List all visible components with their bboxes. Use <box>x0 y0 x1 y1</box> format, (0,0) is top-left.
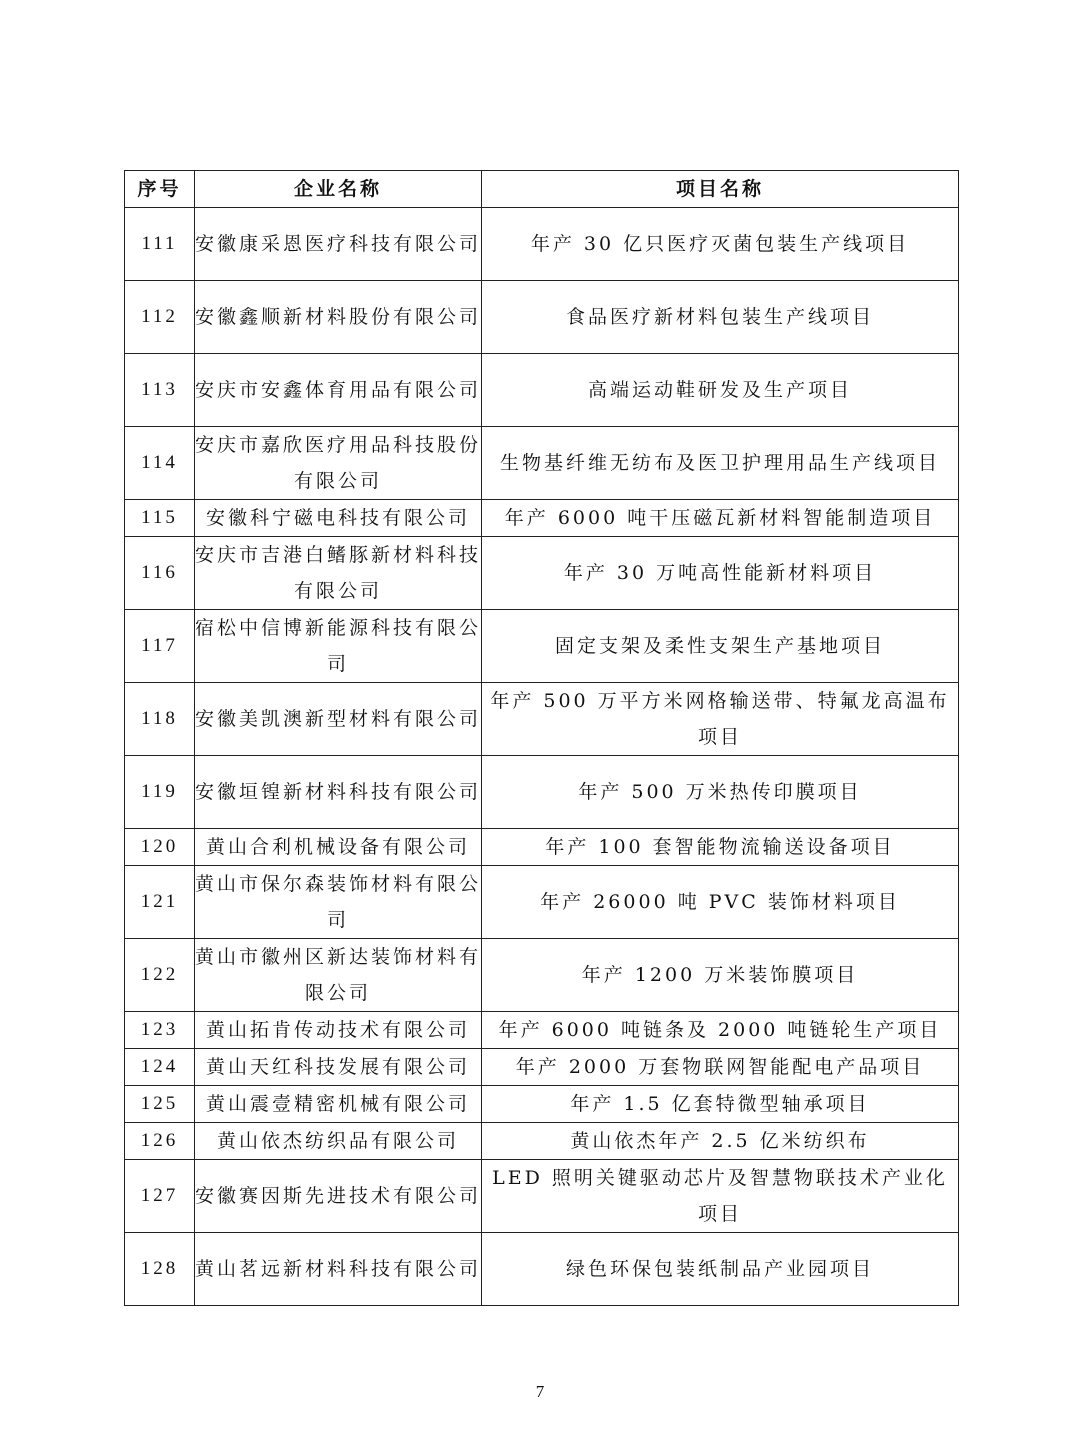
row-company: 安庆市嘉欣医疗用品科技股份有限公司 <box>195 427 482 500</box>
row-company: 安徽赛因斯先进技术有限公司 <box>195 1160 482 1233</box>
table-row <box>125 208 959 281</box>
row-company: 安庆市吉港白鳍豚新材料科技有限公司 <box>195 537 482 610</box>
row-company: 黄山依杰纺织品有限公司 <box>195 1123 482 1160</box>
row-project: 年产 1200 万米装饰膜项目 <box>482 939 959 1012</box>
table-row <box>125 866 959 939</box>
row-company: 安徽鑫顺新材料股份有限公司 <box>195 281 482 354</box>
row-project: 年产 100 套智能物流输送设备项目 <box>482 829 959 866</box>
row-project: 年产 1.5 亿套特微型轴承项目 <box>482 1086 959 1123</box>
table-row <box>125 427 959 500</box>
row-project: 年产 500 万平方米网格输送带、特氟龙高温布项目 <box>482 683 959 756</box>
table-row <box>125 939 959 1012</box>
row-company: 安徽康采恩医疗科技有限公司 <box>195 208 482 281</box>
table-row <box>125 1049 959 1086</box>
row-serial: 122 <box>125 939 195 1012</box>
table-row <box>125 1012 959 1049</box>
row-serial: 123 <box>125 1012 195 1049</box>
row-project: 年产 500 万米热传印膜项目 <box>482 756 959 829</box>
row-project: 高端运动鞋研发及生产项目 <box>482 354 959 427</box>
row-serial: 116 <box>125 537 195 610</box>
table-row <box>125 281 959 354</box>
row-project: 年产 30 亿只医疗灭菌包装生产线项目 <box>482 208 959 281</box>
row-project: 年产 26000 吨 PVC 装饰材料项目 <box>482 866 959 939</box>
row-project: 年产 6000 吨干压磁瓦新材料智能制造项目 <box>482 500 959 537</box>
row-company: 安庆市安鑫体育用品有限公司 <box>195 354 482 427</box>
row-project: 生物基纤维无纺布及医卫护理用品生产线项目 <box>482 427 959 500</box>
row-company: 黄山市徽州区新达装饰材料有限公司 <box>195 939 482 1012</box>
row-company: 黄山合利机械设备有限公司 <box>195 829 482 866</box>
row-project: 黄山依杰年产 2.5 亿米纺织布 <box>482 1123 959 1160</box>
row-serial: 118 <box>125 683 195 756</box>
row-serial: 125 <box>125 1086 195 1123</box>
row-serial: 126 <box>125 1123 195 1160</box>
table-row <box>125 500 959 537</box>
table-row <box>125 354 959 427</box>
row-project: 绿色环保包装纸制品产业园项目 <box>482 1233 959 1306</box>
row-project: 年产 30 万吨高性能新材料项目 <box>482 537 959 610</box>
row-project: 固定支架及柔性支架生产基地项目 <box>482 610 959 683</box>
row-company: 黄山市保尔森装饰材料有限公司 <box>195 866 482 939</box>
row-project: LED 照明关键驱动芯片及智慧物联技术产业化项目 <box>482 1160 959 1233</box>
table-row <box>125 683 959 756</box>
header-project: 项目名称 <box>482 171 959 208</box>
page-number: 7 <box>535 1382 545 1401</box>
row-project: 年产 6000 吨链条及 2000 吨链轮生产项目 <box>482 1012 959 1049</box>
row-serial: 121 <box>125 866 195 939</box>
row-serial: 111 <box>125 208 195 281</box>
row-serial: 124 <box>125 1049 195 1086</box>
row-company: 安徽美凯澳新型材料有限公司 <box>195 683 482 756</box>
row-serial: 113 <box>125 354 195 427</box>
row-company: 黄山茗远新材料科技有限公司 <box>195 1233 482 1306</box>
row-serial: 114 <box>125 427 195 500</box>
row-serial: 128 <box>125 1233 195 1306</box>
row-project: 食品医疗新材料包装生产线项目 <box>482 281 959 354</box>
row-serial: 112 <box>125 281 195 354</box>
row-company: 安徽垣锽新材料科技有限公司 <box>195 756 482 829</box>
row-serial: 115 <box>125 500 195 537</box>
header-serial: 序号 <box>125 171 195 208</box>
table-row <box>125 829 959 866</box>
table-row <box>125 1123 959 1160</box>
row-serial: 117 <box>125 610 195 683</box>
row-serial: 119 <box>125 756 195 829</box>
table-row <box>125 1160 959 1233</box>
row-company: 黄山天红科技发展有限公司 <box>195 1049 482 1086</box>
row-company: 宿松中信博新能源科技有限公司 <box>195 610 482 683</box>
row-serial: 127 <box>125 1160 195 1233</box>
table-row <box>125 537 959 610</box>
row-company: 黄山拓肯传动技术有限公司 <box>195 1012 482 1049</box>
project-table <box>124 170 959 1306</box>
table-row <box>125 1086 959 1123</box>
header-company: 企业名称 <box>195 171 482 208</box>
row-company: 安徽科宁磁电科技有限公司 <box>195 500 482 537</box>
table-row <box>125 1233 959 1306</box>
row-company: 黄山震壹精密机械有限公司 <box>195 1086 482 1123</box>
table-row <box>125 610 959 683</box>
table-header-row <box>125 171 959 208</box>
table-row <box>125 756 959 829</box>
row-serial: 120 <box>125 829 195 866</box>
row-project: 年产 2000 万套物联网智能配电产品项目 <box>482 1049 959 1086</box>
